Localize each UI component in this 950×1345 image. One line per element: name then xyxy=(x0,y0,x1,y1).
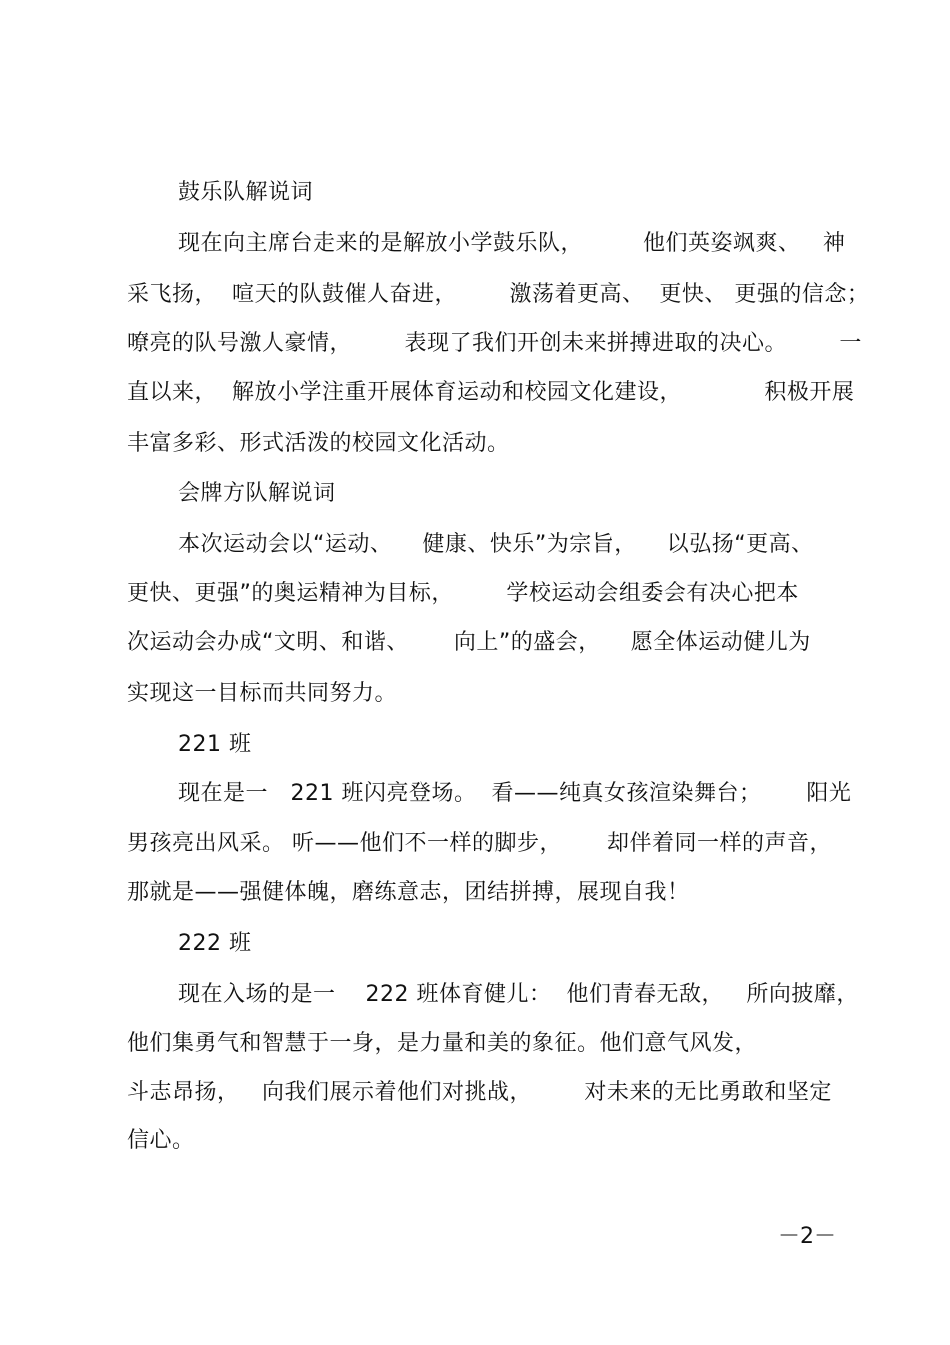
paragraph-line: 现在入场的是一 222 班体育健儿： 他们青春无敌， 所向披靡， xyxy=(178,982,859,1007)
paragraph-line: 本次运动会以“运动、 健康、快乐”为宗旨， 以弘扬“更高、 xyxy=(178,532,814,557)
section-heading: 222 班 xyxy=(178,931,252,956)
paragraph-line: 现在是一 221 班闪亮登场。 看——纯真女孩渲染舞台； 阳光 xyxy=(178,781,852,806)
section-heading: 鼓乐队解说词 xyxy=(178,180,314,205)
section-heading: 会牌方队解说词 xyxy=(178,481,336,506)
paragraph-line: 丰富多彩、形式活泼的校园文化活动。 xyxy=(127,431,510,456)
paragraph-line: 那就是——强健体魄，磨练意志，团结拼搏，展现自我！ xyxy=(127,880,690,905)
paragraph-line: 实现这一目标而共同努力。 xyxy=(127,681,398,706)
paragraph-line: 嘹亮的队号激人豪情， 表现了我们开创未来拼搏进取的决心。 一 xyxy=(127,331,862,356)
paragraph-line: 他们集勇气和智慧于一身，是力量和美的象征。他们意气风发， xyxy=(127,1031,758,1056)
paragraph-line: 直以来， 解放小学注重开展体育运动和校园文化建设， 积极开展 xyxy=(127,380,855,405)
paragraph-line: 斗志昂扬， 向我们展示着他们对挑战， 对未来的无比勇敢和坚定 xyxy=(127,1080,832,1105)
paragraph-line: 信心。 xyxy=(127,1128,195,1153)
paragraph-line: 现在向主席台走来的是解放小学鼓乐队， 他们英姿飒爽、 神 xyxy=(178,231,846,256)
paragraph-line: 采飞扬， 喧天的队鼓催人奋进， 激荡着更高、 更快、 更强的信念； xyxy=(127,282,870,307)
page-number: －2－ xyxy=(778,1224,836,1249)
paragraph-line: 男孩亮出风采。 听——他们不一样的脚步， 却伴着同一样的声音， xyxy=(127,831,832,856)
paragraph-line: 次运动会办成“文明、和谐、 向上”的盛会， 愿全体运动健儿为 xyxy=(127,630,811,655)
paragraph-line: 更快、更强”的奥运精神为目标， 学校运动会组委会有决心把本 xyxy=(127,581,799,606)
section-heading: 221 班 xyxy=(178,732,252,757)
